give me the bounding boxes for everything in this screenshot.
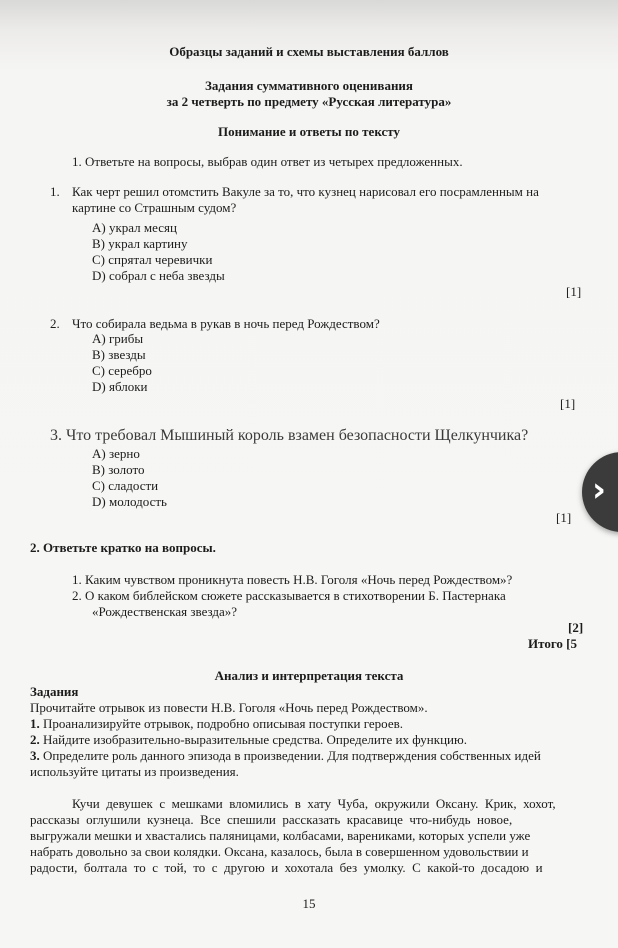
- chevron-right-icon: ›: [592, 470, 607, 510]
- answer-option: D) собрал с неба звезды: [92, 268, 225, 283]
- answer-option: B) звезды: [92, 347, 146, 362]
- tasks-label: Задания: [30, 684, 79, 699]
- answer-option: B) украл картину: [92, 236, 188, 251]
- answer-option: A) зерно: [92, 446, 140, 461]
- section-heading-analysis: Анализ и интерпретация текста: [214, 668, 404, 683]
- question-number: 3.: [50, 427, 62, 444]
- task-number: 1.: [30, 716, 40, 731]
- task-item: [30, 732, 467, 748]
- assessment-subject: за 2 четверть по предмету «Русская литература»: [166, 94, 452, 109]
- excerpt-line: выгружали мешки и хвастались паляницами, колбасами, варениками, которых успели уже: [30, 828, 531, 843]
- task-text: Найдите изобразительно-выразительные средства. Определите их функцию.: [39, 732, 467, 747]
- part2-heading: 2. Ответьте кратко на вопросы.: [30, 540, 216, 555]
- document-title: Образцы заданий и схемы выставления баллов: [169, 44, 449, 59]
- total-score: Итого [5: [528, 636, 577, 651]
- question-number: 2.: [50, 316, 60, 331]
- question-number: 1.: [50, 184, 60, 199]
- answer-option: A) грибы: [92, 331, 144, 346]
- task-text: используйте цитаты из произведения.: [30, 764, 239, 779]
- score-mark: [1]: [566, 284, 582, 299]
- task-number: 3.: [30, 748, 40, 763]
- short-question: 1. Каким чувством проникнута повесть Н.В. Гоголя «Ночь перед Рождеством»?: [72, 572, 513, 587]
- answer-option: D) яблоки: [92, 379, 148, 394]
- task-item: [30, 716, 403, 732]
- task-item: [30, 748, 541, 764]
- score-mark: [1]: [560, 396, 576, 411]
- excerpt-line: радости, болтала то с той, то с другою и хохотала без умолку. С какой-то досадою и: [30, 860, 543, 875]
- section-heading-comprehension: Понимание и ответы по тексту: [218, 124, 400, 139]
- short-question: 2. О каком библейском сюжете рассказывается в стихотворении Б. Пастернака: [72, 588, 506, 603]
- answer-option: D) молодость: [92, 494, 167, 509]
- next-page-button[interactable]: [582, 452, 618, 532]
- answer-option: C) серебро: [92, 363, 152, 378]
- task-text: Определите роль данного эпизода в произведении. Для подтверждения собственных идей: [39, 748, 541, 763]
- question-text: Что требовал Мышиный король взамен безопасности Щелкунчика?: [66, 427, 529, 444]
- short-question: «Рождественская звезда»?: [92, 604, 238, 619]
- answer-option: C) спрятал черевички: [92, 252, 213, 267]
- answer-option: C) сладости: [92, 478, 159, 493]
- tasks-intro: Прочитайте отрывок из повести Н.В. Гоголя «Ночь перед Рождеством».: [30, 700, 428, 715]
- question-text: Что собирала ведьма в рукав в ночь перед Рождеством?: [72, 316, 380, 331]
- page-number: 15: [302, 896, 316, 911]
- excerpt-line: Кучи девушек с мешками вломились в хату Чуба, окружили Оксану. Крик, хохот,: [72, 796, 556, 811]
- assessment-title: Задания суммативного оценивания: [205, 78, 413, 93]
- excerpt-line: набрать довольно за свои колядки. Оксана, казалось, была в совершенном удовольствии и: [30, 844, 529, 859]
- score-mark: [2]: [568, 620, 584, 635]
- question-text: картине со Страшным судом?: [72, 200, 237, 215]
- score-mark: [1]: [556, 510, 572, 525]
- task-number: 2.: [30, 732, 40, 747]
- excerpt-line: рассказы оглушили кузнеца. Все спешили рассказать красавице что-нибудь новое,: [30, 812, 513, 827]
- answer-option: B) золото: [92, 462, 145, 477]
- task-text: Проанализируйте отрывок, подробно описывая поступки героев.: [39, 716, 403, 731]
- part1-instruction: 1. Ответьте на вопросы, выбрав один ответ из четырех предложенных.: [72, 154, 463, 169]
- question-text: Как черт решил отомстить Вакуле за то, что кузнец нарисовал его посрамленным на: [72, 184, 539, 199]
- answer-option: A) украл месяц: [92, 220, 177, 235]
